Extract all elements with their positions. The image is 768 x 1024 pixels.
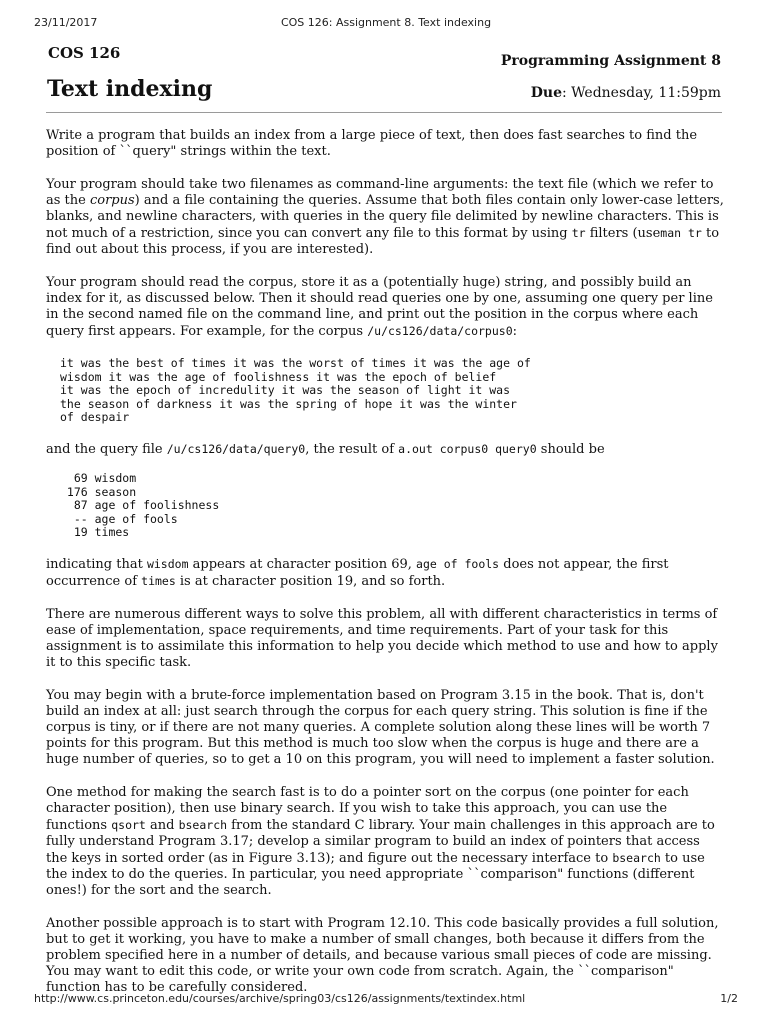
print-page-title: COS 126: Assignment 8. Text indexing (280, 16, 492, 29)
print-footer (34, 992, 738, 1008)
pointer-sort-paragraph (46, 785, 724, 899)
due-label: Due (530, 85, 562, 101)
print-url: http://www.cs.princeton.edu/courses/archive/spring03/cs126/assignments/textindex.html (34, 992, 526, 1005)
corpus-paragraph (46, 275, 724, 340)
text-run: : (512, 324, 518, 339)
inline-code: times (141, 573, 176, 588)
assignment-body (46, 128, 724, 1013)
text-run: and (145, 817, 179, 833)
intro-paragraph: Write a program that builds an index from a large piece of text, then does fast searches to find the position of ``query" strings within the text. (46, 128, 698, 159)
query-output-block: 69 wisdom 176 season 87 age of foolishness -- age of fools 19 times (66, 470, 220, 540)
text-run: and the query file (46, 441, 167, 457)
inline-code: qsort (111, 817, 146, 832)
approaches-paragraph: There are numerous different ways to solve this problem, all with different characteristics in terms of ease of implementation, space requirements, and time requirements. Part of your task for this assignment is to assimilate this information to help you decide which method to use and how to apply it to this specific task. (46, 606, 718, 670)
program-12-10-paragraph: Another possible approach is to start with Program 12.10. This code basically provides a full solution, but to get it working, you have to make a number of small changes, both because it differs from the problem specified here in a number of details, and because various small pieces of code are missing. You may want to edit this code, or write your own code from scratch. Again, the ``comparison" function has to be carefully considered. (46, 915, 719, 995)
text-run: to use the index to do the queries. In particular, you need appropriate ``comparison" functions (different ones!) for the sort and the search. (46, 850, 705, 898)
due-date (531, 85, 721, 101)
inline-code: age of fools (416, 556, 500, 571)
inline-code: /u/cs126/data/corpus0 (367, 324, 513, 338)
text-run: , the result of (305, 441, 399, 457)
text-run: Your program should take two filenames as command-line arguments: the text file (which we refer to as the (46, 177, 714, 208)
inline-code: tr (571, 226, 586, 240)
text-run: Your program should read the corpus, store it as a (potentially huge) string, and possibly build an index for it, as discussed below. Then it should read queries one by one, assuming one query per line in the second named file on the command line, and print out the position in the corpus where each query first appears. For example, for the corpus (46, 275, 713, 339)
inline-code: bsearch (178, 817, 228, 832)
print-date: 23/11/2017 (34, 16, 98, 29)
query-paragraph (46, 441, 724, 458)
inline-code: bsearch (612, 850, 661, 865)
corpus-example-block: it was the best of times it was the worst of times it was the age of wisdom it was the age of foolishness it was the epoch of belief it was the epoch of incredulity it was the season of light it was the season of darkness it was the spring of hope it was the winter of despair (60, 356, 531, 425)
page-title: Text indexing (47, 76, 213, 102)
explanation-paragraph (46, 556, 724, 590)
text-run: appears at character position 69, (188, 556, 417, 572)
due-value: : Wednesday, 11:59pm (562, 85, 721, 101)
text-run: does not appear, the first occurrence of (46, 556, 669, 589)
print-header (34, 16, 738, 32)
course-code: COS 126 (48, 44, 121, 62)
inline-code: man tr (660, 226, 702, 240)
text-run: ) and a file containing the queries. Assume that both files contain only lower-case letters, blanks, and newline characters, with queries in the query file delimited by newline characters. This is not much of a restriction, since you can convert any file to this format by using (46, 193, 724, 241)
text-run: One method for making the search fast is to do a pointer sort on the corpus (one pointer for each character position), then use binary search. If you wish to take this approach, you can use the functions (46, 784, 689, 833)
brute-force-paragraph: You may begin with a brute-force implementation based on Program 3.15 in the book. That is, don't build an index at all: just search through the corpus for each query string. This solution is fine if the corpus is tiny, or if there are not many queries. A complete solution along these lines will be worth 7 points for this program. But this method is much too slow when the corpus is huge and there are a huge number of queries, so to get a 10 on this program, you will need to implement a faster solution. (46, 687, 715, 767)
text-run: should be (536, 441, 605, 457)
text-run: to find out about this process, if you are interested). (46, 226, 720, 257)
emphasis: corpus (89, 193, 135, 208)
header-divider (46, 112, 722, 113)
inline-code: a.out corpus0 query0 (398, 441, 537, 456)
arguments-paragraph (46, 177, 724, 258)
assignment-label: Programming Assignment 8 (500, 53, 721, 69)
inline-code: /u/cs126/data/query0 (166, 441, 306, 456)
print-page-number: 1/2 (720, 992, 738, 1005)
text-run: from the standard C library. Your main challenges in this approach are to fully understand Program 3.17; develop a similar program to build an index of pointers that access the keys in sorted order (as in Figure 3.13); and figure out the necessary interface to (46, 817, 715, 866)
inline-code: wisdom (146, 556, 189, 571)
text-run: is at character position 19, and so forth. (175, 573, 446, 589)
text-run: filters (use (585, 226, 661, 241)
text-run: indicating that (46, 556, 147, 572)
